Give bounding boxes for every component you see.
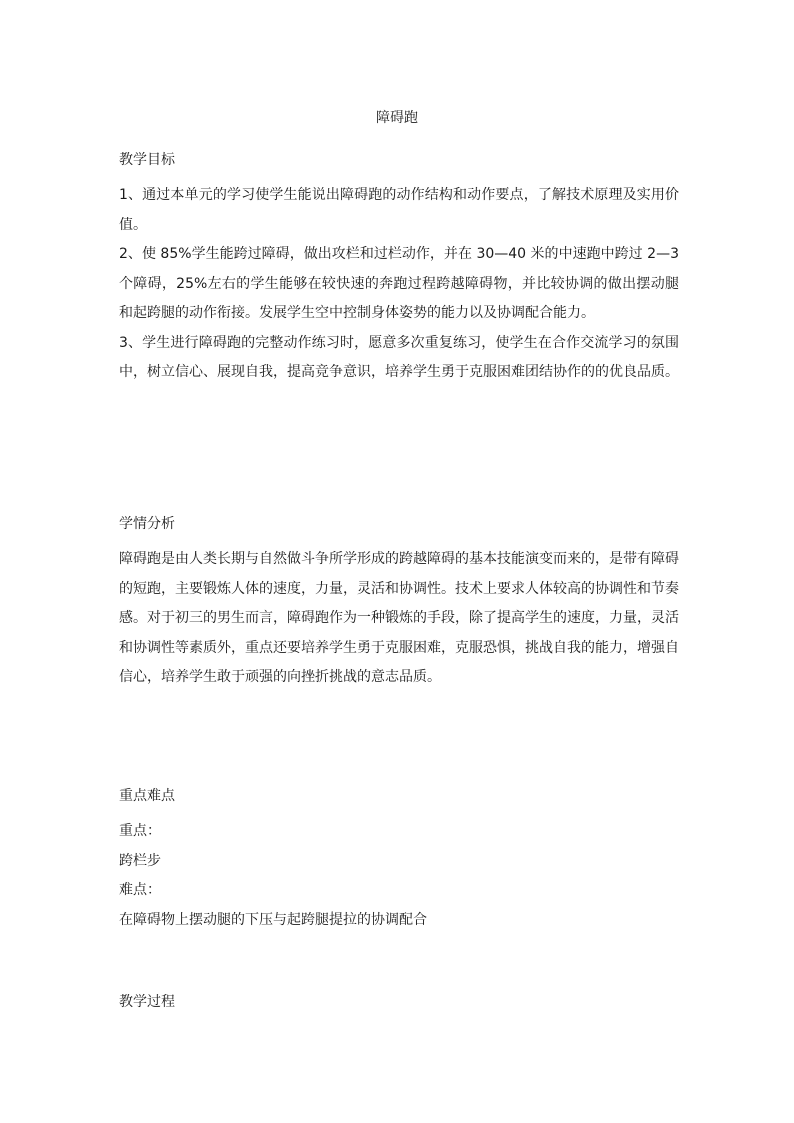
objective-item-2: 2、使 85%学生能跨过障碍，做出攻栏和过栏动作，并在 30—40 米的中速跑中跨过 2—3 个障碍，25%左右的学生能够在较快速的奔跑过程跨越障碍物，并比较协调的做出摆动腿和起跨腿的动作衔接。发展学生空中控制身体姿势的能力以及协调配合能力。 bbox=[119, 246, 679, 321]
process-heading: 教学过程 bbox=[119, 994, 175, 1010]
objectives-heading: 教学目标 bbox=[119, 152, 175, 168]
key-point-label: 重点： bbox=[119, 823, 161, 839]
analysis-heading: 学情分析 bbox=[119, 516, 175, 532]
analysis-body bbox=[119, 545, 679, 693]
difficulty-label: 难点： bbox=[119, 882, 161, 898]
key-points-section bbox=[119, 786, 679, 806]
process-section bbox=[119, 992, 679, 1012]
objective-item-1: 1、通过本单元的学习使学生能说出障碍跑的动作结构和动作要点，了解技术原理及实用价值。 bbox=[119, 187, 679, 233]
key-points-heading: 重点难点 bbox=[119, 788, 175, 804]
analysis-text: 障碍跑是由人类长期与自然做斗争所学形成的跨越障碍的基本技能演变而来的，是带有障碍的短跑，主要锻炼人体的速度，力量，灵活和协调性。技术上要求人体较高的协调性和节奏感。对于初三的男生而言，障碍跑作为一种锻炼的手段，除了提高学生的速度，力量，灵活和协调性等素质外，重点还要培养学生勇于克服困难，克服恐惧，挑战自我的能力，增强自信心，培养学生敢于顽强的向挫折挑战的意志品质。 bbox=[119, 551, 679, 685]
objective-item-3: 3、学生进行障碍跑的完整动作练习时，愿意多次重复练习，使学生在合作交流学习的氛围中，树立信心、展现自我，提高竞争意识，培养学生勇于克服困难团结协作的的优良品质。 bbox=[119, 334, 679, 380]
analysis-section bbox=[119, 514, 679, 534]
key-point-value: 跨栏步 bbox=[119, 852, 161, 869]
document-title: 障碍跑 bbox=[376, 110, 418, 126]
objectives-section bbox=[119, 150, 679, 170]
difficulty-value: 在障碍物上摆动腿的下压与起跨腿提拉的协调配合 bbox=[119, 911, 427, 928]
objectives-list bbox=[119, 181, 679, 388]
key-points-body bbox=[119, 817, 679, 935]
